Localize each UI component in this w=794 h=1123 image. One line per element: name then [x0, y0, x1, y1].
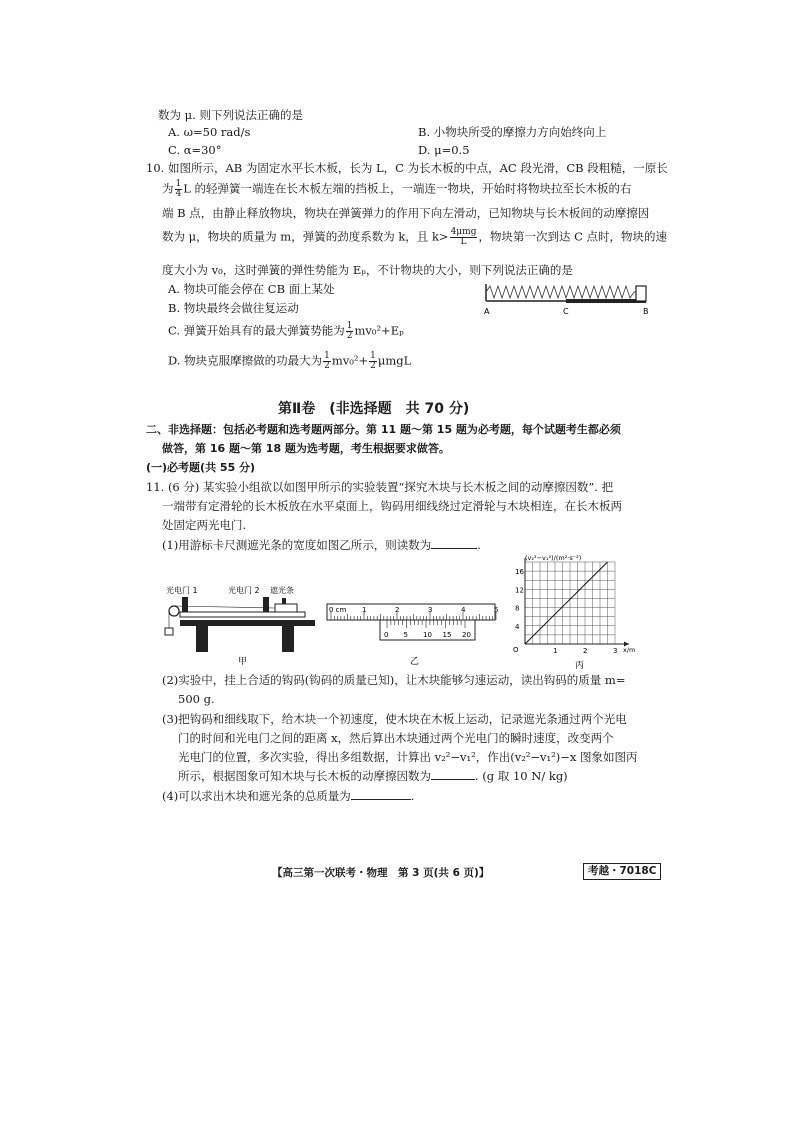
q11-part-3c: 光电门的位置，多次实验，得出多组数据，计算出 v₂²−v₁²，作出(v₂²−v₁²)−x 图象如图丙 — [178, 750, 638, 764]
q10-option-c: C. 弹簧开始具有的最大弹簧势能为 $\frac{1}{2}$ mv₀²+Eₚ — [168, 321, 404, 341]
q11-part-3a: (3)把钩码和细线取下，给木块一个初速度，使木块在木板上运动，记录遮光条通过两个光电 — [162, 712, 627, 726]
photogate-1 — [182, 597, 188, 612]
table-leg-left — [196, 626, 208, 652]
q10-option-d: D. 物块克服摩擦做的功最大为 $\frac{1}{2}$ mv₀²+ $\frac{1}{2}$ μmgL — [168, 351, 412, 371]
q11-line-3: 处固定两光电门. — [162, 518, 247, 532]
q10-line-3: 端 B 点，由静止释放物块，物块在弹簧弹力的作用下向左滑动，已知物块与长木板间的动摩擦因 — [162, 206, 650, 220]
section-2-title: 第Ⅱ卷 (非选择题 共 70 分) — [278, 401, 470, 417]
q9-option-c: C. α=30° — [168, 143, 222, 157]
label-c: C — [563, 307, 569, 316]
q10-line-5: 度大小为 v₀，这时弹簧的弹性势能为 Eₚ，不计物块的大小，则下列说法正确的是 — [162, 263, 573, 277]
section-required-heading: (一)必考题(共 55 分) — [146, 461, 256, 474]
chart-y-label: (v₂²−v₁²)/(m²·s⁻²) — [525, 554, 582, 562]
q9-option-d: D. μ=0.5 — [418, 143, 470, 157]
long-board — [180, 612, 305, 617]
q9-option-a: A. ω=50 rad/s — [168, 125, 251, 139]
shading-strip — [282, 598, 286, 604]
figure-bing-chart — [505, 548, 655, 673]
q10-line-4: 数为 μ，物块的质量为 m，弹簧的劲度系数为 k，且 k> $\frac{\text{4μmg}}{L}$ ，物块第一次到达 C 点时，物块的速 — [162, 227, 668, 247]
strip-label: 遮光条 — [270, 586, 294, 595]
series-fit-line — [525, 562, 608, 644]
figure-bing-label: 丙 — [575, 661, 585, 671]
vernier-tick-label: 20 — [462, 631, 471, 639]
gate1-label: 光电门 1 — [166, 586, 198, 595]
main-scale-tick-label: 0 cm — [329, 606, 347, 614]
figure-yi-label: 乙 — [410, 657, 420, 667]
main-scale-tick-label: 4 — [461, 606, 466, 614]
main-scale-tick-label: 2 — [395, 606, 400, 614]
vernier-tick-label: 0 — [384, 631, 389, 639]
y-tick-label: 16 — [515, 568, 524, 577]
q11-part-4: (4)可以求出木块和遮光条的总质量为 . — [162, 789, 415, 803]
wood-block — [275, 604, 297, 612]
tabletop — [180, 620, 315, 626]
section-2-intro-1: 二、非选择题：包括必考题和选考题两部分。第 11 题～第 15 题为必考题，每个试题考生都必须 — [146, 423, 621, 436]
q9-option-b: B. 小物块所受的摩擦力方向始终向上 — [418, 125, 607, 139]
main-scale-tick-label: 3 — [428, 606, 433, 614]
hook-weight — [165, 628, 173, 635]
q10-line-2: 为 $\frac{1}{4}$ L 的轻弹簧一端连在长木板左端的挡板上，一端连一物块，开始时将物块拉至长木板的右 — [162, 179, 632, 199]
main-scale-tick-label: 5 — [494, 606, 499, 614]
y-tick-label: 4 — [515, 622, 520, 631]
label-b: B — [643, 307, 649, 316]
q11-part-3d: 所示，根据图象可知木块与长木板的动摩擦因数为 . (g 取 10 N/ kg) — [178, 769, 568, 783]
q11-part-2b: 500 g. — [178, 692, 215, 706]
section-2-intro-2: 做答，第 16 题～第 18 题为选考题，考生根据要求做答。 — [162, 442, 450, 455]
vernier-tick-label: 10 — [423, 631, 432, 639]
gate2-label: 光电门 2 — [228, 586, 260, 595]
q10-spring-board-figure — [480, 280, 655, 320]
x-tick-label: 2 — [583, 647, 588, 655]
figure-jia-label: 甲 — [238, 657, 248, 667]
chart-x-label: x/m — [623, 646, 636, 654]
q11-part-2a: (2)实验中，挂上合适的钩码(钩码的质量已知)，让木块能够匀速运动，读出钩码的质量 m= — [162, 673, 626, 687]
answer-blank-3[interactable] — [351, 788, 411, 800]
answer-blank-1[interactable] — [431, 537, 477, 549]
x-tick-label: 3 — [613, 647, 618, 655]
vernier-tick-label: 5 — [403, 631, 408, 639]
pulley-icon — [169, 606, 179, 616]
footer-page-info: 【高三第一次联考・物理 第 3 页(共 6 页)】 — [272, 867, 490, 879]
photogate-2 — [263, 597, 269, 612]
vernier-tick-label: 15 — [442, 631, 452, 639]
figure-yi-vernier-caliper — [325, 598, 500, 668]
table-leg-right — [282, 626, 294, 652]
y-tick-label: 12 — [515, 586, 524, 595]
spring-icon — [486, 286, 636, 298]
x-tick-label: 1 — [553, 647, 558, 655]
q10-line-1: 10. 如图所示，AB 为固定水平长木板，长为 L，C 为长木板的中点，AC 段光滑，CB 段粗糙，一原长 — [146, 161, 668, 175]
q11-line-2: 一端带有定滑轮的长木板放在水平桌面上，钩码用细线绕过定滑轮与木块相连，在长木板两 — [162, 499, 622, 513]
figure-jia-apparatus — [158, 580, 323, 670]
q10-option-a: A. 物块可能会停在 CB 面上某处 — [168, 282, 335, 296]
q11-part-1: (1)用游标卡尺测遮光条的宽度如图乙所示，则读数为 . — [162, 538, 481, 552]
chart-origin: O — [513, 646, 519, 654]
label-a: A — [484, 307, 490, 316]
q11-line-1: 11. (6 分) 某实验小组欲以如图甲所示的实验装置“探究木块与长木板之间的动摩擦因数”. 把 — [146, 480, 614, 494]
answer-blank-2[interactable] — [431, 768, 475, 780]
q10-option-b: B. 物块最终会做往复运动 — [168, 301, 299, 315]
y-tick-label: 8 — [515, 604, 520, 613]
footer-exam-code: 考越・7018C — [583, 863, 661, 880]
rough-segment-cb — [566, 299, 646, 303]
q9-stem-continued: 数为 μ. 则下列说法正确的是 — [158, 108, 303, 122]
main-scale-tick-label: 1 — [362, 606, 367, 614]
q11-part-3b: 门的时间和光电门之间的距离 x，然后算出木块通过两个光电门的瞬时速度，改变两个 — [178, 731, 614, 745]
block — [636, 286, 646, 301]
